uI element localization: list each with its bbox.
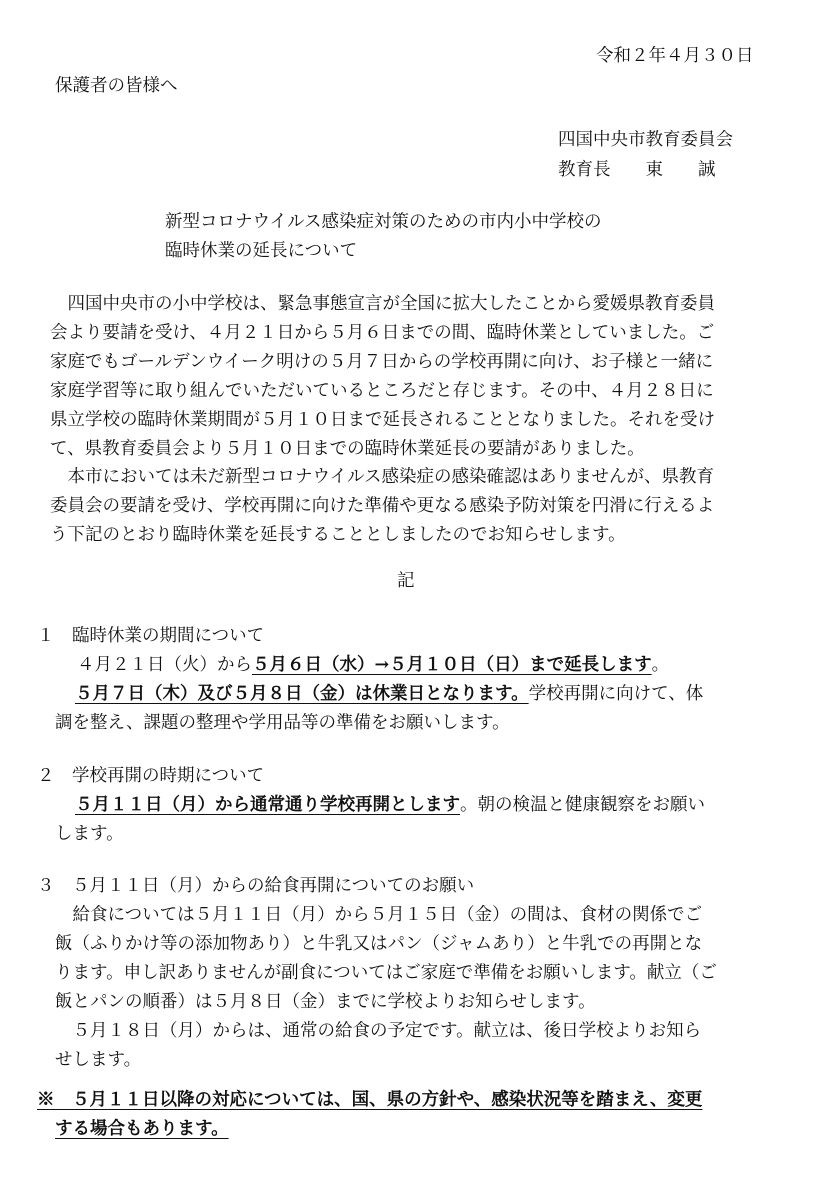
section-3-line-3: ります。申し訳ありませんが副食についてはご家庭で準備をお願いします。献立（ご (55, 963, 717, 983)
title-line-1: 新型コロナウイルス感染症対策のための市内小中学校の (165, 212, 602, 232)
section-1-line-1-end: 。 (651, 655, 670, 675)
document-date: 令和２年４月３０日 (596, 46, 754, 66)
intro-p1-line-2: 会より要請を受け、４月２１日から５月６日までの間、臨時休業としていました。ご (50, 323, 715, 343)
intro-p1-line-4: 家庭学習等に取り組んでいただいているところだと存じます。その中、４月２８日に (50, 381, 714, 401)
section-1-line-1 (77, 651, 669, 676)
intro-p1-line-1: 四国中央市の小中学校は、緊急事態宣言が全国に拡大したことから愛媛県教育委員 (50, 294, 715, 314)
section-3-line-1: 給食については５月１１日（月）から５月１５日（金）の間は、食材の関係でご (55, 905, 703, 925)
intro-p2-line-3: う下記のとおり臨時休業を延長することとしましたのでお知らせします。 (50, 525, 626, 545)
section-3-line-5: ５月１８日（月）からは、通常の給食の予定です。献立は、後日学校よりお知ら (55, 1021, 702, 1041)
intro-p2-line-1: 本市においては未だ新型コロナウイルス感染症の感染確認はありませんが、県教育 (50, 467, 714, 487)
section-3-heading: ３ ５月１１日（月）からの給食再開についてのお願い (37, 876, 475, 896)
note-line-2: する場合もあります。 (55, 1119, 229, 1139)
sender-organization: 四国中央市教育委員会 (558, 130, 733, 150)
intro-p1-line-6: て、県教育委員会より５月１０日までの臨時休業延長の要請がありました。 (50, 439, 645, 459)
intro-p2-line-2: 委員会の要請を受け、学校再開に向けた準備や更なる感染予防対策を円滑に行えるよ (50, 496, 715, 516)
section-1-heading: １ 臨時休業の期間について (37, 626, 265, 646)
section-1-line-1-plain: ４月２１日（火）から (77, 655, 252, 675)
section-3-line-4: 飯とパンの順番）は５月８日（金）までに学校よりお知らせします。 (55, 992, 596, 1012)
title-line-2: 臨時休業の延長について (165, 241, 358, 261)
section-2-heading: ２ 学校再開の時期について (37, 766, 265, 786)
section-1-holiday-notice: ５月７日（木）及び５月８日（金）は休業日となります。 (75, 684, 529, 704)
section-1-extension-notice: ５月６日（水）→５月１０日（日）まで延長します (252, 655, 652, 675)
section-3-line-6: せします。 (55, 1050, 142, 1070)
intro-p1-line-5: 県立学校の臨時休業期間が５月１０日まで延長されることとなりました。それを受け (50, 410, 715, 430)
section-1-line-2-rest: 学校再開に向けて、体 (528, 684, 704, 704)
recipient: 保護者の皆様へ (55, 76, 178, 96)
section-3-line-2: 飯（ふりかけ等の添加物あり）と牛乳又はパン（ジャムあり）と牛乳での再開とな (55, 934, 703, 954)
section-2-reopen-notice: ５月１１日（月）から通常通り学校再開とします (75, 795, 460, 815)
sender-title: 教育長 東 誠 (558, 160, 716, 180)
section-2-line-2: します。 (55, 824, 124, 844)
section-1-line-3: 調を整え、課題の整理や学用品等の準備をお願いします。 (55, 713, 510, 733)
section-2-line-1 (75, 791, 705, 816)
note-line-1: ※ ５月１１日以降の対応については、国、県の方針や、感染状況等を踏まえ、変更 (37, 1090, 703, 1110)
section-1-line-2 (75, 680, 703, 705)
section-2-line-1-rest: 。朝の検温と健康観察をお願い (460, 795, 705, 815)
ki-marker: 記 (397, 571, 415, 591)
intro-p1-line-3: 家庭でもゴールデンウイーク明けの５月７日からの学校再開に向け、お子様と一緒に (50, 352, 714, 372)
